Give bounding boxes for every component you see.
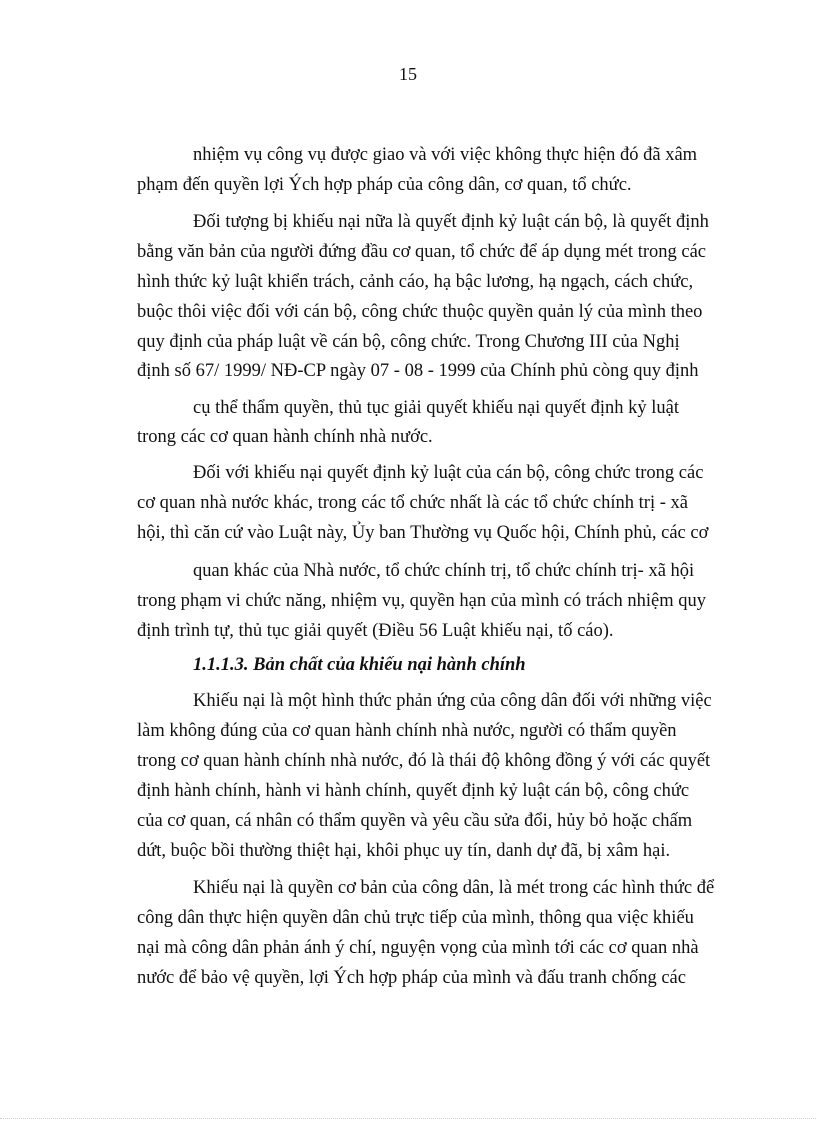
text-line: cơ quan nhà nước khác, trong các tổ chức nhất là các tổ chức chính trị - xã [137,493,688,513]
text-line: định trình tự, thủ tục giải quyết (Điều 56 Luật khiếu nại, tố cáo). [137,621,614,641]
text-line: quy định của pháp luật về cán bộ, công chức. Trong Chương III của Nghị [137,332,680,352]
text-line: làm không đúng của cơ quan hành chính nhà nước, người có thẩm quyền [137,721,677,741]
text-line: trong các cơ quan hành chính nhà nước. [137,427,433,447]
text-line: nại mà công dân phản ánh ý chí, nguyện vọng của mình tới các cơ quan nhà [137,938,699,958]
section-heading: 1.1.1.3. Bản chất của khiếu nại hành chính [193,655,526,675]
text-line: định số 67/ 1999/ NĐ-CP ngày 07 - 08 - 1999 của Chính phủ còng quy định [137,361,699,381]
text-line: Khiếu nại là một hình thức phản ứng của công dân đối với những việc [193,691,712,711]
page-number: 15 [399,64,417,84]
text-line: công dân thực hiện quyền dân chủ trực tiếp của mình, thông qua việc khiếu [137,908,694,928]
text-line: nước để bảo vệ quyền, lợi Ých hợp pháp của mình và đấu tranh chống các [137,968,686,988]
text-line: quan khác của Nhà nước, tổ chức chính trị, tổ chức chính trị- xã hội [193,561,695,581]
text-line: dứt, buộc bồi thường thiệt hại, khôi phục uy tín, danh dự đã, bị xâm hại. [137,841,671,861]
text-line: Khiếu nại là quyền cơ bản của công dân, là mét trong các hình thức để [193,878,715,898]
text-line: Đối tượng bị khiếu nại nữa là quyết định kỷ luật cán bộ, là quyết định [193,212,709,232]
text-line: Đối với khiếu nại quyết định kỷ luật của cán bộ, công chức trong các [193,463,704,483]
text-line: trong cơ quan hành chính nhà nước, đó là thái độ không đồng ý với các quyết [137,751,711,771]
text-line: nhiệm vụ công vụ được giao và với việc không thực hiện đó đã xâm [193,145,698,165]
text-line: buộc thôi việc đối với cán bộ, công chức thuộc quyền quản lý của mình theo [137,302,703,322]
text-line: trong phạm vi chức năng, nhiệm vụ, quyền hạn của mình có trách nhiệm quy [137,591,706,611]
text-line: hội, thì căn cứ vào Luật này, Ủy ban Thường vụ Quốc hội, Chính phủ, các cơ [137,523,709,543]
text-line: cụ thể thẩm quyền, thủ tục giải quyết khiếu nại quyết định kỷ luật [193,398,680,418]
text-line: hình thức kỷ luật khiển trách, cảnh cáo, hạ bậc lương, hạ ngạch, cách chức, [137,272,694,292]
page-bottom-rule [0,1118,816,1119]
text-line: phạm đến quyền lợi Ých hợp pháp của công dân, cơ quan, tổ chức. [137,175,632,195]
text-line: định hành chính, hành vi hành chính, quyết định kỷ luật cán bộ, công chức [137,781,690,801]
text-line: bằng văn bản của người đứng đầu cơ quan, tổ chức để áp dụng mét trong các [137,242,707,262]
text-line: của cơ quan, cá nhân có thẩm quyền và yêu cầu sửa đổi, hủy bỏ hoặc chấm [137,811,693,831]
